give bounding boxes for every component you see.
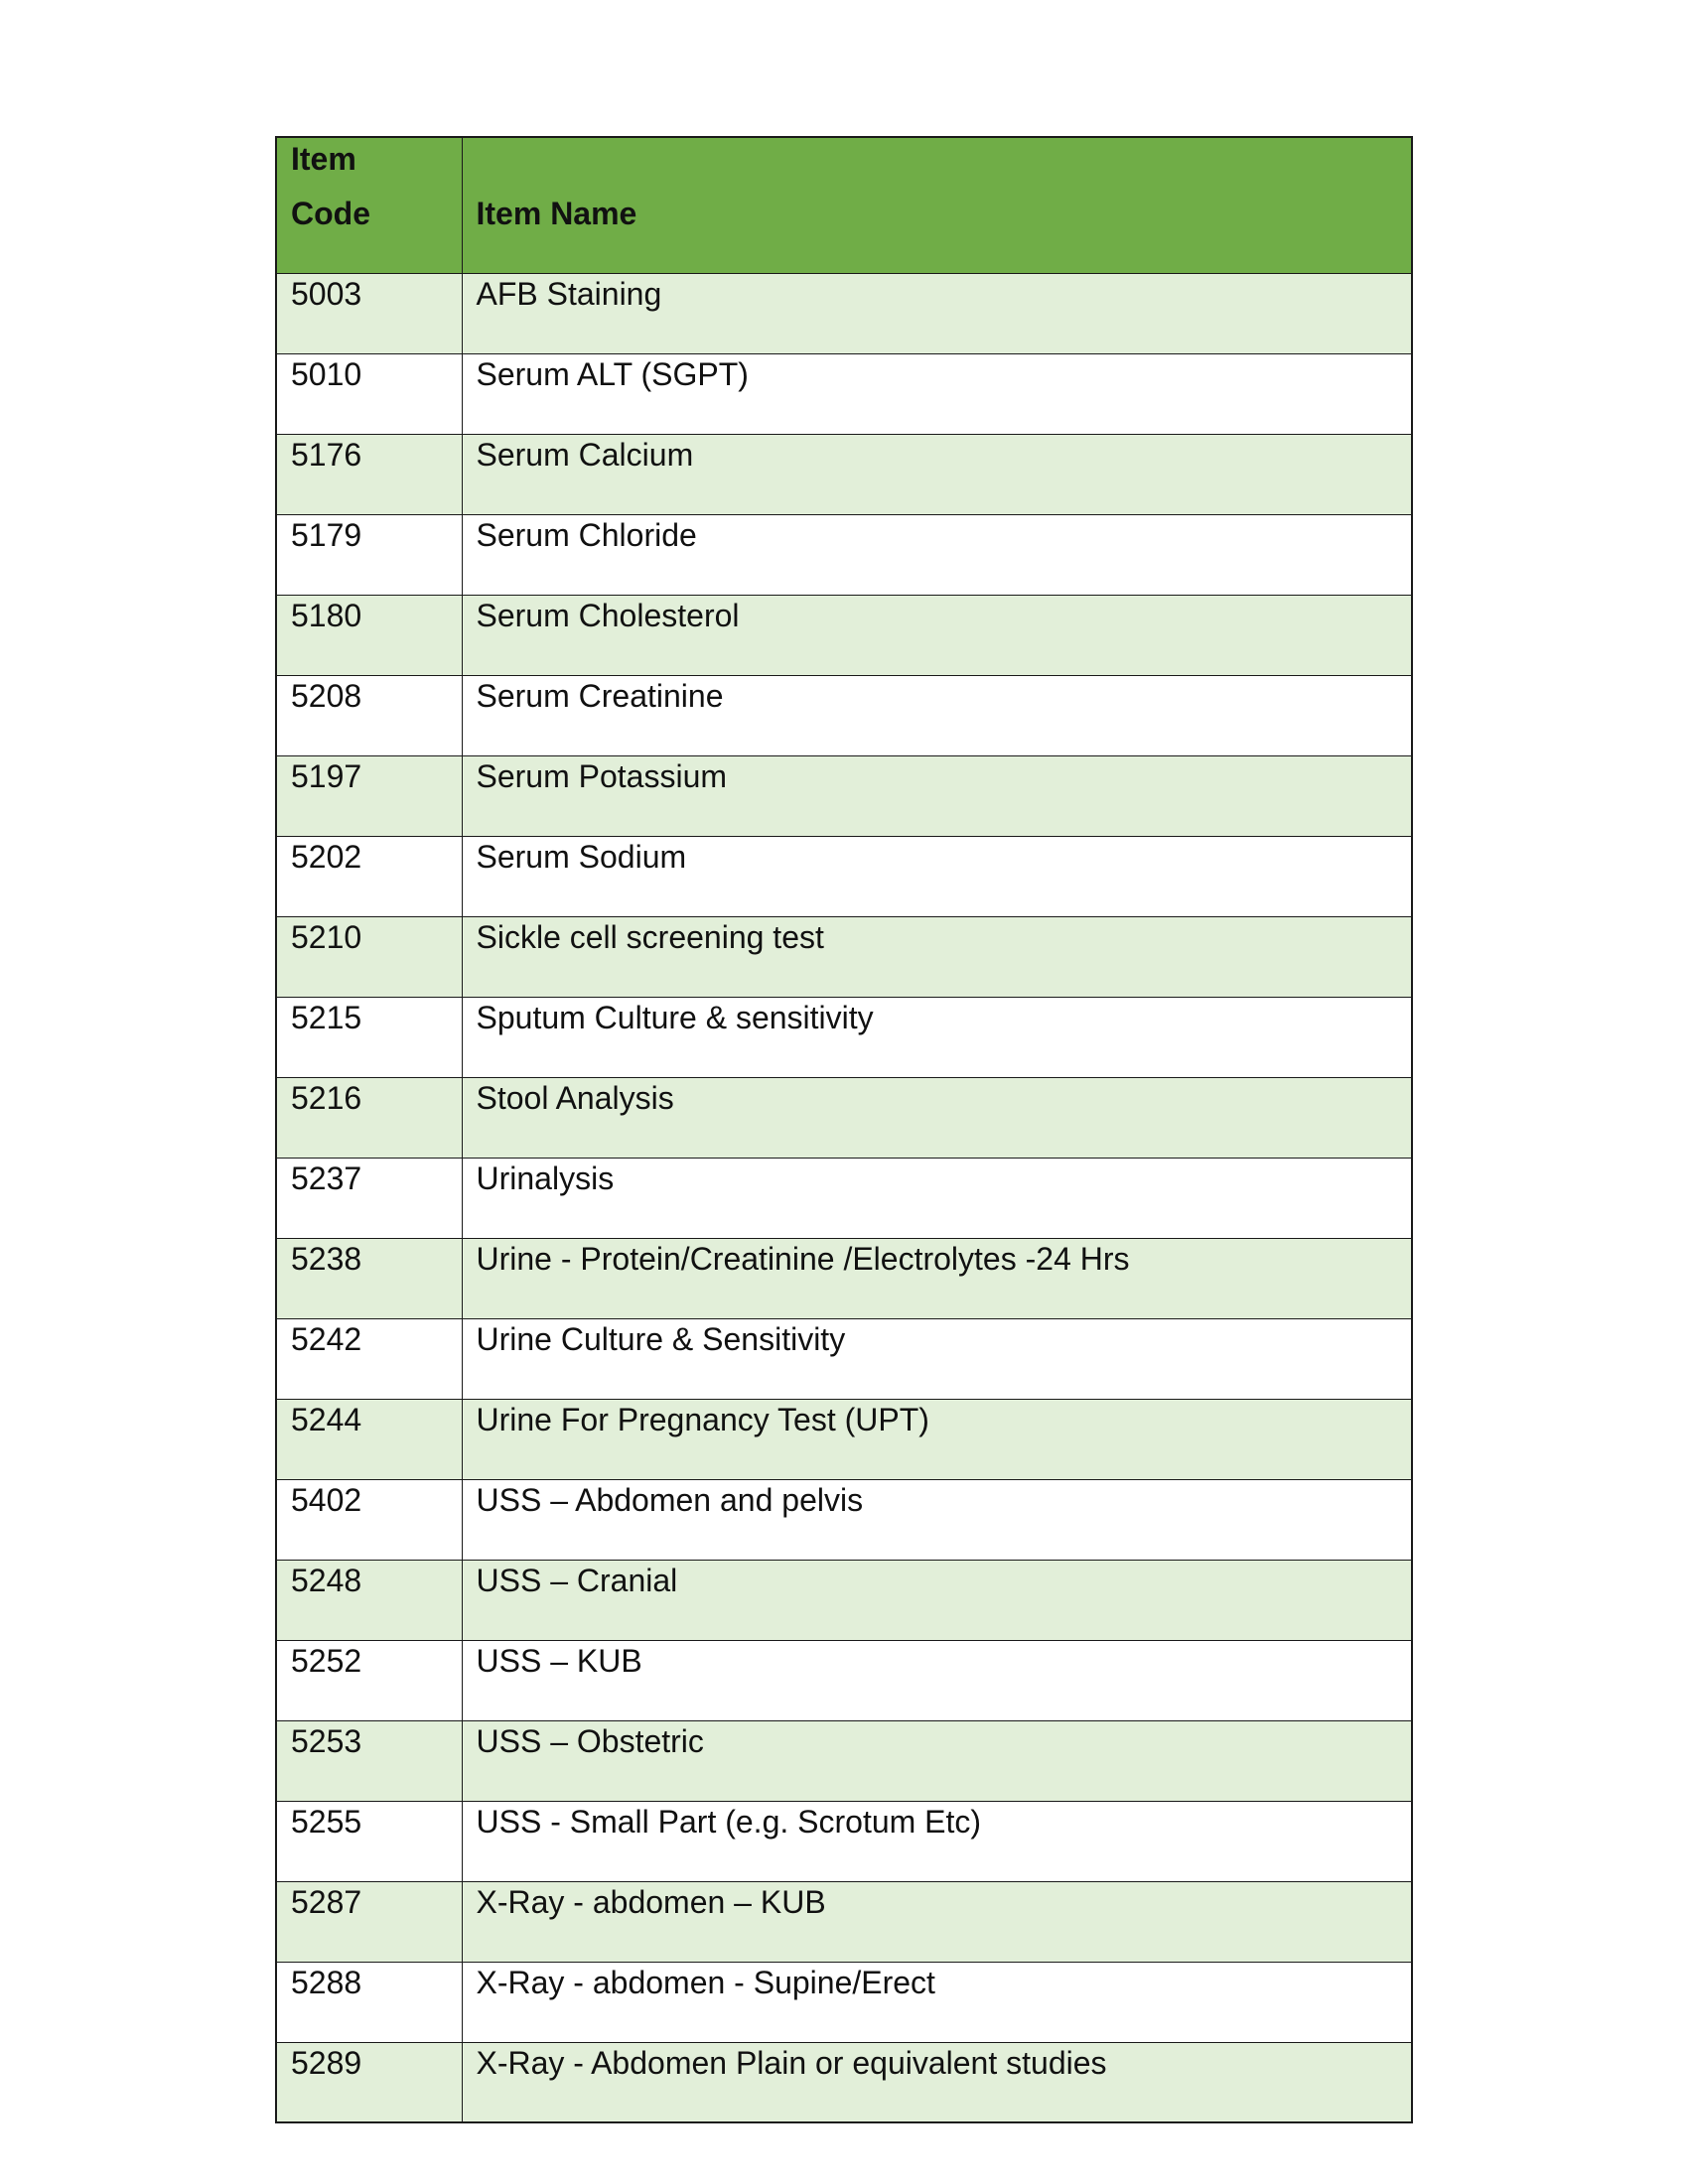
item-code-cell: 5253 [276, 1720, 462, 1801]
item-name-cell: Urine Culture & Sensitivity [462, 1318, 1412, 1399]
table-row [276, 1399, 1412, 1479]
item-code-cell: 5208 [276, 675, 462, 755]
item-code-cell: 5287 [276, 1881, 462, 1962]
item-code-cell: 5402 [276, 1479, 462, 1560]
item-code-cell: 5010 [276, 353, 462, 434]
table-row [276, 1560, 1412, 1640]
item-name-cell: Urine For Pregnancy Test (UPT) [462, 1399, 1412, 1479]
item-name-cell: Sputum Culture & sensitivity [462, 997, 1412, 1077]
table-row [276, 1077, 1412, 1158]
item-code-cell: 5238 [276, 1238, 462, 1318]
item-name-cell: Serum Potassium [462, 755, 1412, 836]
table-row [276, 273, 1412, 353]
item-name-cell: USS – Abdomen and pelvis [462, 1479, 1412, 1560]
item-code-cell: 5237 [276, 1158, 462, 1238]
table-row [276, 916, 1412, 997]
table-row [276, 1158, 1412, 1238]
item-code-cell: 5216 [276, 1077, 462, 1158]
item-name-header: Item Name [462, 137, 1412, 273]
table-row [276, 1238, 1412, 1318]
table-row [276, 1962, 1412, 2042]
table-row [276, 1640, 1412, 1720]
item-code-header-line1: Item [291, 141, 356, 177]
item-name-cell: X-Ray - Abdomen Plain or equivalent studies [462, 2042, 1412, 2122]
table-row [276, 1479, 1412, 1560]
item-name-cell: Serum ALT (SGPT) [462, 353, 1412, 434]
item-name-cell: USS - Small Part (e.g. Scrotum Etc) [462, 1801, 1412, 1881]
table-row [276, 997, 1412, 1077]
table-header-row [276, 137, 1412, 273]
table-row [276, 353, 1412, 434]
item-code-cell: 5176 [276, 434, 462, 514]
item-code-header-line2: Code [291, 196, 370, 231]
item-code-header [276, 137, 462, 273]
table-row [276, 1720, 1412, 1801]
item-table [275, 136, 1413, 2123]
item-name-cell: Urine - Protein/Creatinine /Electrolytes -24 Hrs [462, 1238, 1412, 1318]
table-body [276, 273, 1412, 2122]
table-row [276, 595, 1412, 675]
item-name-cell: Serum Creatinine [462, 675, 1412, 755]
item-name-cell: Serum Sodium [462, 836, 1412, 916]
item-name-cell: Serum Calcium [462, 434, 1412, 514]
item-code-cell: 5288 [276, 1962, 462, 2042]
item-name-cell: Stool Analysis [462, 1077, 1412, 1158]
item-code-cell: 5197 [276, 755, 462, 836]
table-row [276, 755, 1412, 836]
table-row [276, 675, 1412, 755]
item-name-cell: X-Ray - abdomen - Supine/Erect [462, 1962, 1412, 2042]
item-code-cell: 5179 [276, 514, 462, 595]
item-name-cell: Serum Chloride [462, 514, 1412, 595]
item-code-cell: 5003 [276, 273, 462, 353]
item-code-cell: 5248 [276, 1560, 462, 1640]
item-code-cell: 5252 [276, 1640, 462, 1720]
item-code-cell: 5210 [276, 916, 462, 997]
item-code-cell: 5180 [276, 595, 462, 675]
item-name-cell: USS – Cranial [462, 1560, 1412, 1640]
item-code-cell: 5215 [276, 997, 462, 1077]
item-name-cell: USS – Obstetric [462, 1720, 1412, 1801]
table-row [276, 1318, 1412, 1399]
item-name-cell: Serum Cholesterol [462, 595, 1412, 675]
item-name-cell: AFB Staining [462, 273, 1412, 353]
item-code-cell: 5255 [276, 1801, 462, 1881]
table-row [276, 434, 1412, 514]
item-name-cell: USS – KUB [462, 1640, 1412, 1720]
item-name-cell: X-Ray - abdomen – KUB [462, 1881, 1412, 1962]
item-name-cell: Urinalysis [462, 1158, 1412, 1238]
item-code-cell: 5202 [276, 836, 462, 916]
item-code-cell: 5244 [276, 1399, 462, 1479]
table-row [276, 836, 1412, 916]
table-row [276, 1881, 1412, 1962]
table-row [276, 1801, 1412, 1881]
item-code-cell: 5289 [276, 2042, 462, 2122]
table-row [276, 514, 1412, 595]
item-name-cell: Sickle cell screening test [462, 916, 1412, 997]
item-code-cell: 5242 [276, 1318, 462, 1399]
table-row [276, 2042, 1412, 2122]
